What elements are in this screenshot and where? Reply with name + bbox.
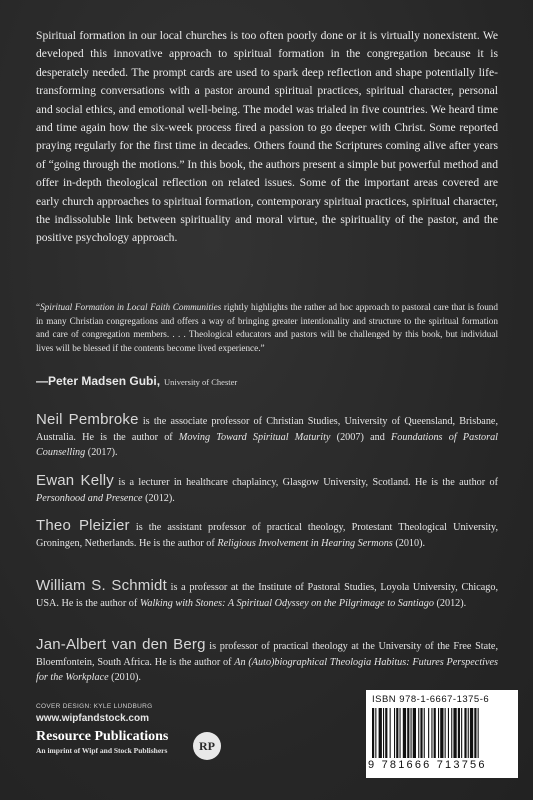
author-name: Ewan Kelly (36, 472, 115, 489)
author-bio-2: Ewan Kelly is a lecturer in healthcare chaplaincy, Glasgow University, Scotland. He is the author of Personhood and Presence (2012). (36, 472, 499, 504)
publisher-url: www.wipfandstock.com (36, 713, 149, 724)
isbn-digits: 9 781666 713756 (368, 759, 487, 771)
author-bio-5: Jan-Albert van den Berg is professor of practical theology at the University of the Free State, Bloemfontein, South Africa. He is the author of An (Auto)biographical Theologia Habitus: Futures Perspectives for the Workplace (2010). (36, 636, 498, 684)
author-name: Theo Pleizier (36, 517, 130, 534)
cover-design-credit: COVER DESIGN: KYLE LUNDBURG (36, 703, 153, 710)
author-bio-3: Theo Pleizier is the assistant professor of practical theology, Protestant Theological University, Groningen, Netherlands. He is the author of Religious Involvement in Hearing Sermons (2010). (36, 517, 498, 549)
book-description: Spiritual formation in our local churches is too often poorly done or it is virtually nonexistent. We developed this innovative approach to spiritual formation in the congregation because it is desperately needed. The prompt cards are used to spark deep reflection and shape potentially life-transforming conversations with a pastor around spiritual practices, spiritual character, personal and social ethics, and emotional well-being. The model was trialed in five countries. We heard time and time again how the six-week process fired a passion to go deeper with Christ. Some reported praying regularly for the first time in decades. Others found the Scriptures coming alive after years of “going through the motions.” In this book, the authors present a simple but powerful method and offer in-depth theological reflection on related issues. Some of the important areas covered are early church approaches to spiritual formation, contemporary spiritual practices, spiritual character, the indissoluble link between spirituality and moral virtue, the spirituality of the pastor, and the positive psychology approach. (36, 29, 498, 245)
endorsement-quote (36, 301, 498, 355)
publisher-credits (36, 703, 168, 755)
quote-open-mark: “ (36, 302, 41, 312)
author-name: Neil Pembroke (36, 411, 139, 428)
endorsement-attribution (36, 372, 237, 390)
quote-text: rightly highlights the rather ad hoc approach to pastoral care that is found in many Christian congregations and offers a way of bringing greater intentionality and structure to the spiritual formation and care of congregation members. . . . Theological educators and pastors will be challenged by this book, but individual lives will be blessed if the contents become lived experience.” (36, 302, 498, 353)
author-bio-1: Neil Pembroke is the associate professor of Christian Studies, University of Queensland, Brisbane, Australia. He is the author of Moving Toward Spiritual Maturity (2007) and Foundations of Pastoral Counselling (2017). (36, 411, 499, 459)
author-name: William S. Schmidt (36, 577, 167, 594)
publisher-logo-icon: RP (193, 732, 221, 760)
publisher-name: Resource Publications (36, 729, 169, 744)
endorser-affiliation: University of Chester (164, 377, 238, 387)
barcode-icon (372, 708, 512, 758)
publisher-imprint: An imprint of Wipf and Stock Publishers (36, 746, 168, 755)
isbn-barcode (366, 690, 518, 778)
isbn-label: ISBN 978-1-6667-1375-6 (372, 694, 490, 705)
quote-book-title: Spiritual Formation in Local Faith Communities (40, 302, 222, 312)
endorser-name: —Peter Madsen Gubi, (36, 374, 161, 388)
author-name: Jan-Albert van den Berg (36, 636, 206, 653)
author-bio-4: William S. Schmidt is a professor at the Institute of Pastoral Studies, Loyola University, Chicago, USA. He is the author of Walking with Stones: A Spiritual Odyssey on the Pilgrimage to Santiago (2012). (36, 577, 498, 609)
